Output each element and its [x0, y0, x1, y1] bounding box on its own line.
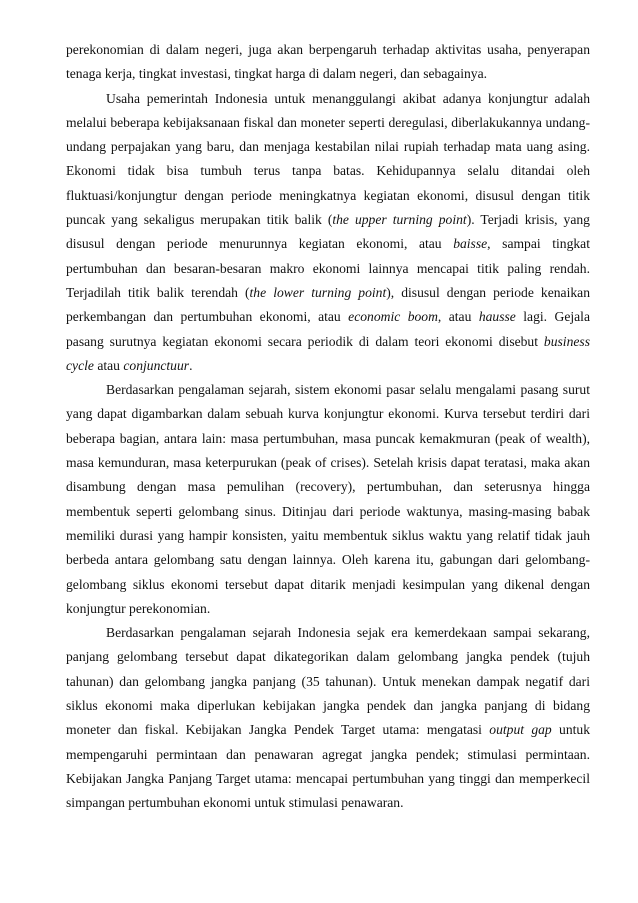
paragraph-text: Usaha pemerintah Indonesia untuk menanggulangi akibat adanya konjungtur adalah melalui beberapa kebijaksanaan fiskal dan moneter seperti deregulasi, diberlakukannya undang-undang perpajakan yang baru, dan menjaga kestabilan nilai rupiah terhadap mata uang asing. Ekonomi tidak bisa tumbuh terus tanpa batas. Kehidupannya selalu ditandai oleh fluktuasi/konjungtur dengan periode meningkatnya kegiatan ekonomi, disusul dengan titik puncak yang sekaligus merupakan titik balik (	[66, 90, 590, 228]
italic-term: output gap	[489, 722, 552, 738]
paragraph-text: , sampai tingkat pertumbuhan dan besaran-besaran makro ekonomi lainnya mencapai titik paling rendah. Terjadilah titik balik terendah (	[66, 236, 590, 300]
paragraph-history-curve	[66, 378, 590, 621]
paragraph-indonesia-policy	[66, 621, 590, 815]
italic-term: business cycle	[66, 333, 590, 373]
paragraph-text: lagi. Gejala pasang surutnya kegiatan ekonomi secara periodik di dalam teori ekonomi disebut	[66, 309, 590, 349]
paragraph-text: untuk mempengaruhi permintaan dan penawaran agregat jangka pendek; stimulasi permintaan. Kebijakan Jangka Panjang Target utama: mencapai pertumbuhan yang tinggi dan memperkecil simpangan pertumbuhan ekonomi untuk stimulasi penawaran.	[66, 722, 590, 811]
italic-term: economic boom	[348, 309, 438, 325]
paragraph-text: , atau	[437, 309, 479, 325]
italic-term: hausse	[478, 309, 516, 325]
paragraph-text: Berdasarkan pengalaman sejarah, sistem ekonomi pasar selalu mengalami pasang surut yang dapat digambarkan dalam sebuah kurva konjungtur ekonomi. Kurva tersebut terdiri dari beberapa bagian, antara lain: masa pertumbuhan, masa puncak kemakmuran (peak of wealth), masa kemunduran, masa keterpurukan (peak of crises). Setelah krisis dapat teratasi, maka akan disambung dengan masa pemulihan (recovery), pertumbuhan, dan seterusnya hingga membentuk seperti gelombang sinus. Ditinjau dari periode waktunya, masing-masing babak memiliki durasi yang hampir konsisten, yaitu membentuk siklus waktu yang relatif tidak jauh berbeda antara gelombang satu dengan lainnya. Oleh karena itu, gabungan dari gelombang-gelombang siklus ekonomi tersebut dapat ditarik menjadi kesimpulan yang dikenal dengan konjungtur perekonomian.	[66, 382, 590, 616]
italic-term: the upper turning point	[332, 212, 467, 228]
paragraph-text: ), disusul dengan periode kenaikan perkembangan dan pertumbuhan ekonomi, atau	[66, 284, 590, 325]
paragraph-text: ). Terjadi krisis, yang disusul dengan periode menurunnya kegiatan ekonomi, atau	[66, 212, 590, 252]
paragraph-continuation	[66, 38, 590, 87]
paragraph-text: perekonomian di dalam negeri, juga akan berpengaruh terhadap aktivitas usaha, penyerapan tenaga kerja, tingkat investasi, tingkat harga di dalam negeri, dan sebagainya.	[66, 42, 590, 82]
italic-term: the lower turning point	[249, 284, 387, 300]
paragraph-text: Berdasarkan pengalaman sejarah Indonesia sejak era kemerdekaan sampai sekarang, panjang gelombang tersebut dapat dikategorikan dalam gelombang jangka pendek (tujuh tahunan) dan gelombang jangka panjang (35 tahunan). Untuk menekan dampak negatif dari siklus ekonomi maka diperlukan kebijakan jangka pendek dan jangka panjang di bidang moneter dan fiskal. Kebijakan Jangka Pendek Target utama: mengatasi	[66, 625, 590, 738]
italic-term: conjunctuur	[123, 357, 190, 373]
paragraph-business-cycle	[66, 87, 590, 379]
document-page	[66, 38, 590, 816]
paragraph-text: .	[189, 357, 193, 373]
paragraph-text: atau	[93, 357, 124, 373]
italic-term: baisse	[453, 236, 488, 252]
